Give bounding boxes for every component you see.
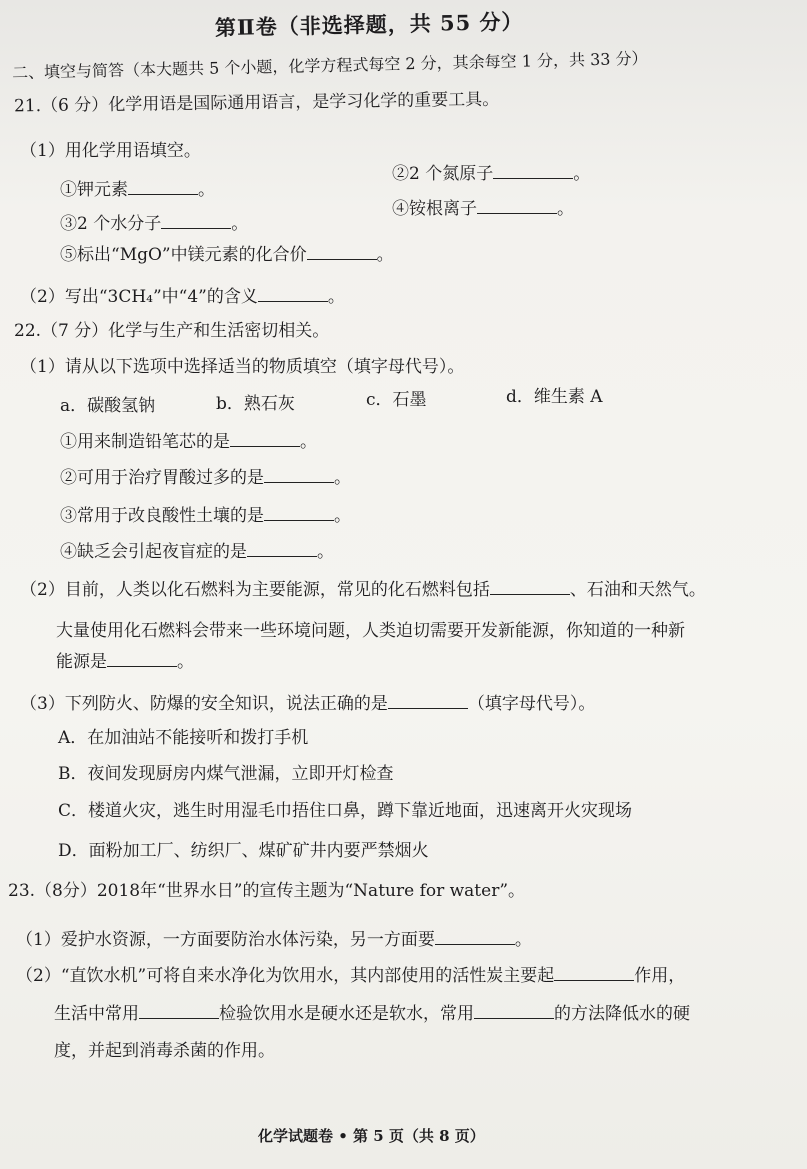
answer-blank[interactable] bbox=[493, 162, 573, 179]
answer-blank[interactable] bbox=[477, 197, 557, 214]
period: 。 bbox=[514, 930, 532, 950]
period: 。 bbox=[327, 287, 345, 307]
answer-blank[interactable] bbox=[128, 178, 198, 195]
q22-choice-c: C．楼道火灾，逃生时用湿毛巾捂住口鼻，蹲下靠近地面，迅速离开火灾现场 bbox=[58, 801, 633, 821]
q21-item5 bbox=[60, 243, 394, 266]
q22-part2-line3 bbox=[56, 650, 194, 673]
answer-blank[interactable] bbox=[307, 243, 377, 260]
q21-part2-label: （2）写出“3CH₄”中“4”的含义 bbox=[20, 287, 258, 307]
q22-item4-label: ④缺乏会引起夜盲症的是 bbox=[60, 542, 247, 562]
q22-option-d: d．维生素 A bbox=[506, 387, 603, 407]
q22-part3-tail: （填字母代号）。 bbox=[467, 694, 596, 714]
q22-part3 bbox=[20, 692, 595, 715]
q22-item1-label: ①用来制造铅笔芯的是 bbox=[60, 432, 230, 452]
q21-item2-label: ②2 个氮原子 bbox=[392, 164, 494, 184]
q21-stem: 21.（6 分）化学用语是国际通用语言，是学习化学的重要工具。 bbox=[13, 89, 500, 117]
q22-item3 bbox=[60, 504, 351, 527]
answer-blank[interactable] bbox=[247, 540, 317, 557]
answer-blank[interactable] bbox=[230, 430, 300, 447]
q22-item4 bbox=[60, 540, 334, 563]
q23-part1 bbox=[16, 928, 532, 951]
q21-item5-label: ⑤标出“MgO”中镁元素的化合价 bbox=[60, 245, 307, 265]
period: 。 bbox=[177, 652, 194, 672]
answer-blank[interactable] bbox=[264, 466, 334, 483]
q23-part2-line3: 度，并起到消毒杀菌的作用。 bbox=[54, 1041, 275, 1061]
q23-part2-text: （2）“直饮水机”可将自来水净化为饮用水，其内部使用的活性炭主要起 bbox=[16, 966, 555, 986]
answer-blank[interactable] bbox=[161, 212, 231, 229]
q23-part1-text: （1）爱护水资源，一方面要防治水体污染，另一方面要 bbox=[16, 930, 435, 950]
period: 。 bbox=[334, 506, 351, 526]
q22-part2-line1 bbox=[20, 578, 706, 601]
period: 。 bbox=[198, 180, 215, 200]
q22-part2-text: （2）目前，人类以化石燃料为主要能源，常见的化石燃料包括 bbox=[20, 580, 490, 600]
q23-part2-line2 bbox=[54, 1002, 690, 1025]
answer-blank[interactable] bbox=[107, 650, 177, 667]
period: 。 bbox=[573, 164, 591, 184]
q21-item3 bbox=[60, 212, 248, 235]
q22-part3-text: （3）下列防火、防爆的安全知识，说法正确的是 bbox=[20, 694, 388, 714]
q22-option-b: b．熟石灰 bbox=[216, 394, 295, 414]
period: 。 bbox=[231, 214, 249, 234]
answer-blank[interactable] bbox=[388, 692, 468, 709]
q21-item2 bbox=[392, 162, 590, 185]
q21-part2 bbox=[20, 285, 345, 308]
q22-item3-label: ③常用于改良酸性土壤的是 bbox=[60, 506, 264, 526]
period: 。 bbox=[334, 468, 351, 488]
q23-part2-tail: 作用， bbox=[634, 966, 686, 986]
q22-choice-a: A．在加油站不能接听和拨打手机 bbox=[58, 728, 309, 748]
q21-item1-label: ①钾元素 bbox=[60, 180, 128, 200]
answer-blank[interactable] bbox=[139, 1002, 219, 1019]
q22-part1: （1）请从以下选项中选择适当的物质填空（填字母代号）。 bbox=[20, 357, 465, 377]
paper-title: 第Ⅱ卷（非选择题，共 55 分） bbox=[214, 8, 524, 41]
period: 。 bbox=[376, 245, 394, 265]
answer-blank[interactable] bbox=[474, 1002, 554, 1019]
q21-item3-label: ③2 个水分子 bbox=[60, 214, 162, 234]
q22-part2-line2: 大量使用化石燃料会带来一些环境问题，人类迫切需要开发新能源，你知道的一种新 bbox=[56, 621, 685, 641]
q22-item2-label: ②可用于治疗胃酸过多的是 bbox=[60, 468, 264, 488]
section-heading: 二、填空与简答（本大题共 5 个小题，化学方程式每空 2 分，其余每空 1 分，共 33 分） bbox=[11, 48, 648, 83]
q23-part2-d: 检验饮用水是硬水还是软水，常用 bbox=[219, 1004, 474, 1024]
period: 。 bbox=[300, 432, 317, 452]
answer-blank[interactable] bbox=[258, 285, 328, 302]
page-footer: 化学试题卷 • 第 5 页（共 8 页） bbox=[258, 1127, 485, 1145]
answer-blank[interactable] bbox=[554, 964, 634, 981]
q23-part2-c: 生活中常用 bbox=[54, 1004, 139, 1024]
q22-option-a: a．碳酸氢钠 bbox=[60, 396, 156, 416]
q22-item1 bbox=[60, 430, 317, 453]
q22-item2 bbox=[60, 466, 351, 489]
period: 。 bbox=[557, 199, 574, 219]
answer-blank[interactable] bbox=[490, 578, 570, 595]
q21-item4-label: ④铵根离子 bbox=[392, 199, 477, 219]
q23-part2-e: 的方法降低水的硬 bbox=[554, 1004, 690, 1024]
q21-item4 bbox=[392, 197, 574, 220]
q22-stem: 22.（7 分）化学与生产和生活密切相关。 bbox=[14, 321, 330, 341]
q21-part1: （1）用化学用语填空。 bbox=[20, 141, 201, 161]
q22-part2-tail: 、石油和天然气。 bbox=[569, 580, 706, 600]
answer-blank[interactable] bbox=[435, 928, 515, 945]
q23-part2-line1 bbox=[16, 964, 685, 987]
answer-blank[interactable] bbox=[264, 504, 334, 521]
q22-choice-d: D．面粉加工厂、纺织厂、煤矿矿井内要严禁烟火 bbox=[58, 841, 429, 861]
q22-choice-b: B．夜间发现厨房内煤气泄漏，立即开灯检查 bbox=[58, 764, 394, 784]
q22-part2-label: 能源是 bbox=[56, 652, 107, 672]
q21-item1 bbox=[60, 178, 215, 201]
period: 。 bbox=[317, 542, 334, 562]
q22-option-c: c．石墨 bbox=[366, 390, 427, 410]
q23-stem: 23.（8分）2018年“世界水日”的宣传主题为“Nature for water”。 bbox=[8, 881, 526, 901]
